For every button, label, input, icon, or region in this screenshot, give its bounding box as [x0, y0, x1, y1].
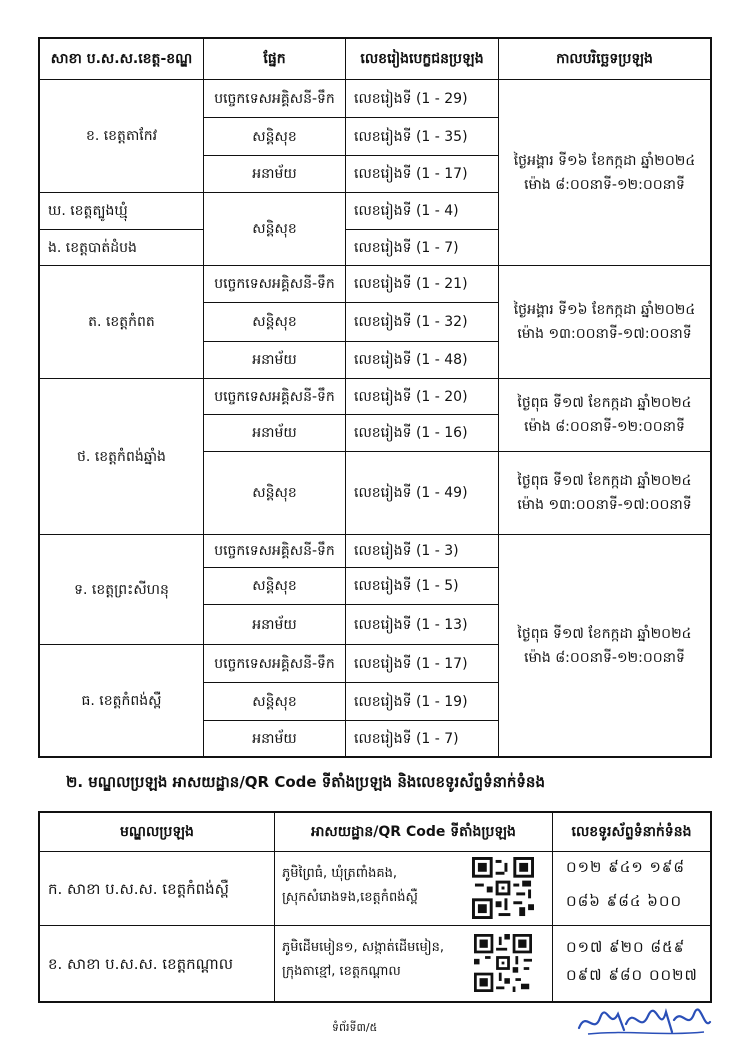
- schedule-cell: [499, 266, 710, 378]
- schedule-time: ម៉ោង ៨:០០នាទី-១២:០០នាទី: [524, 419, 685, 435]
- section-cell: បច្ចេកទេសអគ្គិសនី-ទឹក: [214, 90, 335, 107]
- range-cell: លេខរៀងទី (1 - 5): [354, 578, 459, 594]
- range-cell: លេខរៀងទី (1 - 7): [354, 239, 459, 256]
- header-candidate-number: លេខរៀងបេក្ខជនប្រឡង: [360, 51, 484, 67]
- section2-heading: ២. មណ្ឌលប្រឡង អាសយដ្ឋាន/QR Code ទីតាំងប្រឡង និងលេខទូរស័ព្ទទំនាក់ទំនង: [66, 773, 545, 791]
- range-cell: លេខរៀងទី (1 - 17): [354, 655, 468, 672]
- section-cell: អនាម័យ: [252, 730, 297, 747]
- schedule-cell: [499, 80, 710, 265]
- address-line: ក្រុងតាខ្មៅ, ខេត្តកណ្តាល: [282, 964, 401, 979]
- section-cell: សន្តិសុខ: [252, 693, 297, 710]
- range-cell: លេខរៀងទី (1 - 48): [354, 352, 468, 368]
- schedule-date: ថ្ងៃអង្គារ ទី១៦ ខែកក្កដា ឆ្នាំ២០២៤: [513, 152, 696, 169]
- range-cell: លេខរៀងទី (1 - 32): [354, 314, 468, 330]
- address-line: ភូមិព្រៃធំ, ឃុំត្រពាំងគង,: [282, 866, 398, 881]
- schedule-date: ថ្ងៃអង្គារ ទី១៦ ខែកក្កដា ឆ្នាំ២០២៤: [513, 302, 696, 318]
- schedule-time: ម៉ោង ១៣:០០នាទី-១៧:០០នាទី: [517, 326, 692, 342]
- range-cell: លេខរៀងទី (1 - 16): [354, 425, 468, 441]
- address-line: ស្រុកសំរោងទង,ខេត្តកំពង់ស្ពឺ: [282, 890, 418, 905]
- section-cell: សន្តិសុខ: [252, 314, 297, 330]
- branch-kampong-speu: ធ. ខេត្តកំពង់ស្ពឺ: [81, 692, 162, 709]
- section-cell: បច្ចេកទេសអគ្គិសនី-ទឹក: [214, 655, 335, 672]
- section-cell: អនាម័យ: [252, 352, 297, 368]
- range-cell: លេខរៀងទី (1 - 19): [354, 693, 468, 710]
- table1-border-bottom: [38, 756, 712, 758]
- branch-preah-sihanouk: ទ. ខេត្តព្រះសីហនុ: [74, 581, 169, 598]
- section-cell: អនាម័យ: [252, 425, 297, 441]
- section-cell: អនាម័យ: [252, 616, 297, 633]
- table1-border-right: [710, 37, 712, 758]
- schedule-cell: [499, 379, 710, 451]
- schedule-time: ម៉ោង ៨:០០នាទី-១២:០០នាទី: [524, 649, 685, 666]
- range-cell: លេខរៀងទី (1 - 3): [354, 543, 459, 559]
- schedule-cell: [499, 452, 710, 534]
- range-cell: លេខរៀងទី (1 - 35): [354, 128, 468, 145]
- range-cell: លេខរៀងទី (1 - 4): [354, 203, 459, 219]
- range-cell: លេខរៀងទី (1 - 7): [354, 730, 459, 747]
- center-address: [282, 862, 418, 910]
- header-exam-center: មណ្ឌលប្រឡង: [120, 824, 194, 840]
- branch-kampot: ត. ខេត្តកំពត: [88, 314, 155, 330]
- qr-code-icon[interactable]: [472, 857, 534, 919]
- section-cell: សន្តិសុខ: [252, 128, 297, 145]
- schedule-time: ម៉ោង ១៣:០០នាទី-១៧:០០នាទី: [517, 497, 692, 513]
- table2-border-right: [710, 811, 712, 1003]
- range-cell: លេខរៀងទី (1 - 29): [354, 90, 468, 107]
- header-address-qr: អាសយដ្ឋាន/QR Code ទីតាំងប្រឡង: [311, 824, 516, 840]
- section-cell: អនាម័យ: [252, 166, 297, 182]
- section-cell: បច្ចេកទេសអគ្គិសនី-ទឹក: [214, 543, 335, 559]
- range-cell: លេខរៀងទី (1 - 49): [354, 485, 468, 501]
- signature-icon: [574, 1000, 714, 1040]
- address-line: ភូមិដើមមៀន១, សង្កាត់ដើមមៀន,: [282, 940, 445, 955]
- schedule-time: ម៉ោង ៨:០០នាទី-១២:០០នាទី: [524, 176, 685, 193]
- range-cell: លេខរៀងទី (1 - 13): [354, 616, 468, 633]
- section-cell: បច្ចេកទេសអគ្គិសនី-ទឹក: [214, 276, 335, 292]
- branch-battambang: ង. ខេត្តបាត់ដំបង: [48, 239, 137, 256]
- page-number: ទំព័រទី៣/៥: [332, 1021, 378, 1034]
- schedule-date: ថ្ងៃពុធ ទី១៧ ខែកក្កដា ឆ្នាំ២០២៤: [517, 625, 692, 642]
- range-cell: លេខរៀងទី (1 - 20): [354, 388, 468, 405]
- header-section: ផ្នែក: [263, 51, 286, 67]
- phone-number: ០៩៧ ៩៨០ ០០២៧: [566, 966, 698, 984]
- range-cell: លេខរៀងទី (1 - 21): [354, 276, 468, 292]
- header-branch: សាខា ប.ស.ស.ខេត្ត-ខណ្ឌ: [50, 51, 193, 67]
- header-phone: លេខទូរស័ព្ទទំនាក់ទំនង: [571, 824, 692, 840]
- phone-number: ០៨៦ ៩៨៤ ៦០០: [566, 892, 683, 910]
- section-cell: សន្តិសុខ: [252, 578, 297, 594]
- section-cell: សន្តិសុខ: [252, 221, 297, 237]
- branch-takeo: ខ. ខេត្តតាកែវ: [85, 128, 158, 144]
- schedule-cell: [499, 535, 710, 756]
- center-name: ខ. សាខា ប.ស.ស. ខេត្តកណ្តាល: [48, 954, 233, 973]
- range-cell: លេខរៀងទី (1 - 17): [354, 166, 468, 182]
- branch-kampong-chhnang: ថ. ខេត្តកំពង់ឆ្នាំង: [77, 448, 166, 465]
- phone-number: ០១២ ៩៤១ ១៩៨: [566, 858, 686, 876]
- branch-tboung-khmum: ឃ. ខេត្តត្បូងឃ្មុំ: [48, 203, 128, 219]
- schedule-date: ថ្ងៃពុធ ទី១៧ ខែកក្កដា ឆ្នាំ២០២៤: [517, 473, 692, 489]
- schedule-date: ថ្ងៃពុធ ទី១៧ ខែកក្កដា ឆ្នាំ២០២៤: [517, 395, 692, 411]
- phone-number: ០១៧ ៩២០ ៨៥៩: [566, 938, 686, 956]
- center-name: ក. សាខា ប.ស.ស. ខេត្តកំពង់ស្ពឺ: [48, 879, 229, 898]
- qr-code-icon[interactable]: [474, 934, 532, 992]
- section-cell: បច្ចេកទេសអគ្គិសនី-ទឹក: [214, 388, 335, 405]
- section-cell: សន្តិសុខ: [252, 485, 297, 501]
- header-exam-date: កាលបរិច្ឆេទប្រឡង: [556, 51, 653, 67]
- center-address: [282, 936, 444, 984]
